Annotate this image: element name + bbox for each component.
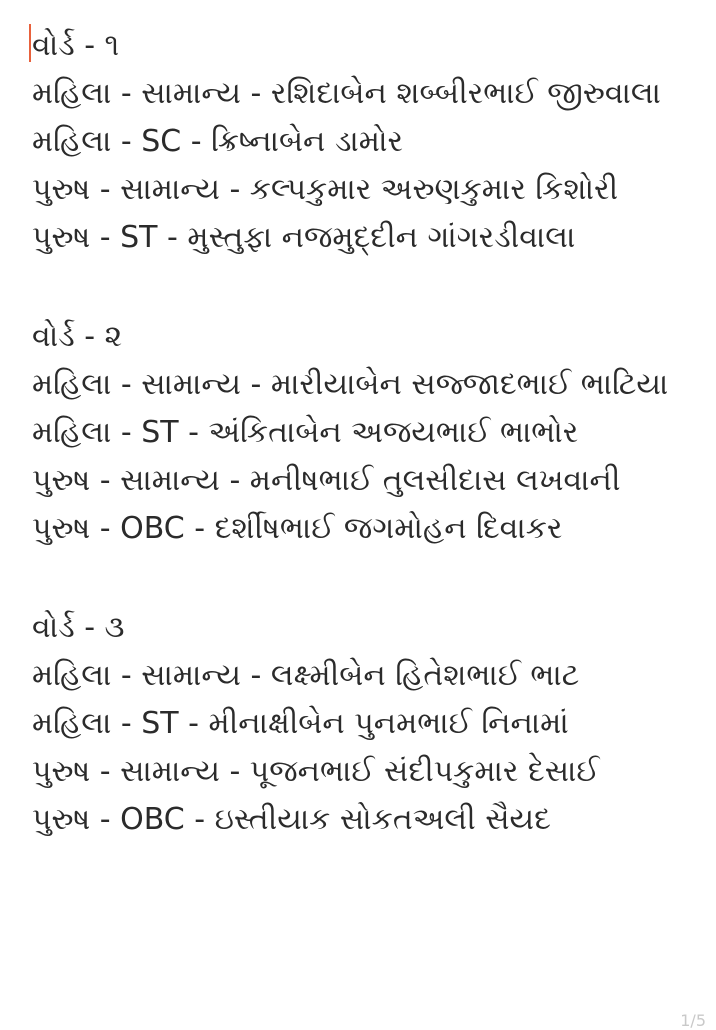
page-indicator: 1/5	[680, 1011, 706, 1030]
ward-3-line-2: મહિલા - ST - મીનાક્ષીબેન પુનમભાઈ નિનામાં	[32, 706, 569, 741]
text-cursor	[29, 24, 31, 62]
section-spacer	[32, 262, 702, 313]
ward-3-heading: વોર્ડ - ૩	[32, 610, 125, 645]
ward-2-heading: વોર્ડ - ૨	[32, 319, 123, 354]
ward-3-line-3: પુરુષ - સામાન્ય - પૂજનભાઈ સંદીપકુમાર દેસાઈ	[32, 754, 600, 789]
document-body[interactable]	[32, 22, 702, 844]
ward-3-line-4: પુરુષ - OBC - ઇસ્તીયાક સોકતઅલી સૈયદ	[32, 802, 551, 837]
ward-1-heading	[32, 22, 702, 70]
ward-1-heading-text: વોર્ડ - ૧	[32, 28, 120, 63]
ward-2-line-1: મહિલા - સામાન્ય - મારીયાબેન સજ્જાદભાઈ ભાટિયા	[32, 367, 669, 402]
ward-1-line-3: પુરુષ - સામાન્ય - કલ્પકુમાર અરુણકુમાર કિશોરી	[32, 172, 619, 207]
ward-2-line-4: પુરુષ - OBC - દર્શીષભાઈ જગમોહન દિવાકર	[32, 511, 563, 546]
ward-2-line-3: પુરુષ - સામાન્ય - મનીષભાઈ તુલસીદાસ લખવાની	[32, 463, 621, 498]
ward-3-line-1: મહિલા - સામાન્ય - લક્ષ્મીબેન હિતેશભાઈ ભાટ	[32, 658, 580, 693]
ward-1-line-4: પુરુષ - ST - મુસ્તુફા નજમુદ્દીન ગાંગરડીવાલા	[32, 220, 576, 255]
section-spacer	[32, 553, 702, 604]
ward-1-line-2: મહિલા - SC - ક્રિષ્નાબેન ડામોર	[32, 124, 403, 159]
ward-1-line-1: મહિલા - સામાન્ય - રશિદાબેન શબ્બીરભાઈ જીરુવાલા	[32, 76, 661, 111]
ward-2-line-2: મહિલા - ST - અંકિતાબેન અજયભાઈ ભાભોર	[32, 415, 579, 450]
